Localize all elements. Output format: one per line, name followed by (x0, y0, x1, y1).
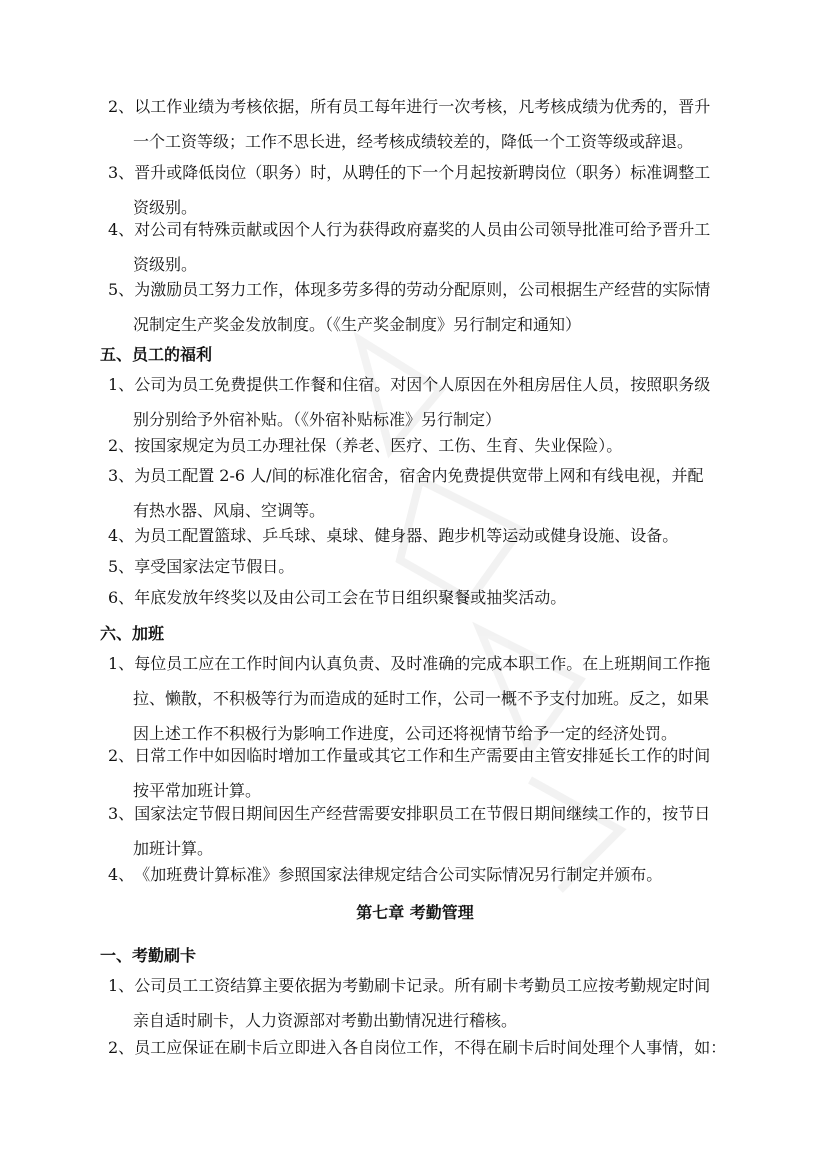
list-item: 4、《加班费计算标准》参照国家法律规定结合公司实际情况另行制定并颁布。 (108, 865, 663, 884)
list-item: 2、日常工作中如因临时增加工作量或其它工作和生产需要由主管安排延长工作的时间 按平常加班计算。 (108, 746, 711, 800)
section-heading: 五、员工的福利 (100, 345, 213, 364)
list-item: 1、公司为员工免费提供工作餐和住宿。对因个人原因在外租房居住人员，按照职务级 别分别给予外宿补贴。（《外宿补贴标准》另行制定） (108, 375, 711, 429)
list-item: 6、年底发放年终奖以及由公司工会在节日组织聚餐或抽奖活动。 (108, 588, 567, 607)
list-item: 1、每位员工应在工作时间内认真负责、及时准确的完成本职工作。在上班期间工作拖 拉、懒散，不积极等行为而造成的延时工作，公司一概不予支付加班。反之，如果 因上述工作不积极行为影响工作进度，公司还将视情节给予一定的经济处罚。 (108, 654, 711, 743)
list-item: 3、为员工配置 2-6 人/间的标准化宿舍，宿舍内免费提供宽带上网和有线电视，并配 有热水器、风扇、空调等。 (108, 466, 704, 520)
section-heading: 六、加班 (100, 624, 165, 643)
list-item: 4、为员工配置篮球、乒乓球、桌球、健身器、跑步机等运动或健身设施、设备。 (108, 526, 679, 545)
list-item: 4、对公司有特殊贡献或因个人行为获得政府嘉奖的人员由公司领导批准可给予晋升工 资级别。 (108, 220, 711, 274)
list-item: 5、为激励员工努力工作，体现多劳多得的劳动分配原则，公司根据生产经营的实际情 况制定生产奖金发放制度。（《生产奖金制度》另行制定和通知） (108, 280, 711, 334)
list-item: 1、公司员工工资结算主要依据为考勤刷卡记录。所有刷卡考勤员工应按考勤规定时间 亲自适时刷卡，人力资源部对考勤出勤情况进行稽核。 (108, 976, 711, 1030)
list-item: 3、晋升或降低岗位（职务）时，从聘任的下一个月起按新聘岗位（职务）标准调整工 资级别。 (108, 163, 711, 217)
chapter-title: 第七章 考勤管理 (356, 903, 474, 922)
list-item: 2、按国家规定为员工办理社保（养老、医疗、工伤、生育、失业保险）。 (108, 436, 623, 455)
section-heading: 一、考勤刷卡 (100, 946, 197, 965)
list-item: 3、国家法定节假日期间因生产经营需要安排职员工在节假日期间继续工作的，按节日 加班计算。 (108, 804, 711, 858)
list-item: 5、享受国家法定节假日。 (108, 557, 295, 576)
list-item: 2、员工应保证在刷卡后立即进入各自岗位工作，不得在刷卡后时间处理个人事情，如： (108, 1038, 727, 1057)
list-item: 2、以工作业绩为考核依据，所有员工每年进行一次考核，凡考核成绩为优秀的，晋升 一个工资等级；工作不思长进，经考核成绩较差的，降低一个工资等级或辞退。 (108, 97, 711, 151)
